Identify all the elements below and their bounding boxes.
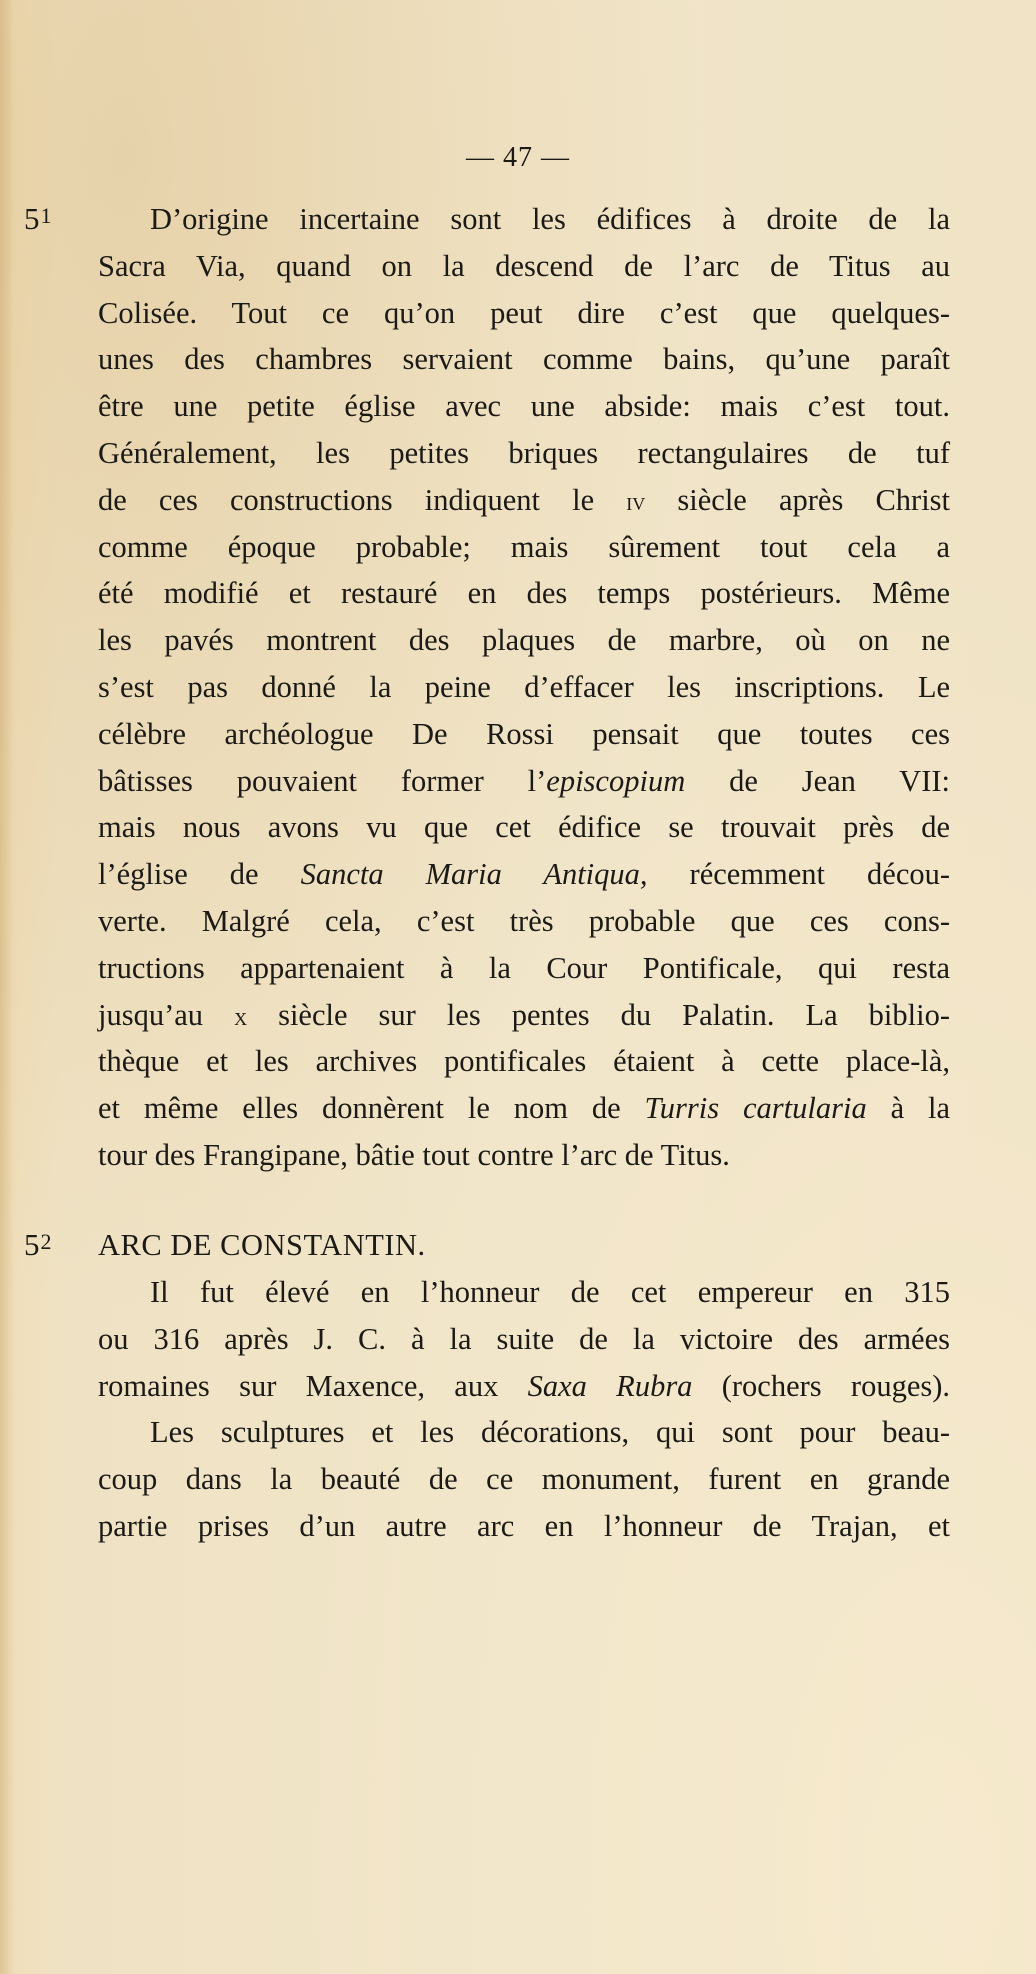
paragraph-number-52-main: 5 bbox=[24, 1227, 40, 1262]
text-line: tructions appartenaient à la Cour Pontificale, qui resta bbox=[98, 950, 950, 985]
paragraph-number-51-main: 5 bbox=[24, 201, 40, 236]
section-52-heading: ARC DE CONSTANTIN. bbox=[98, 1228, 426, 1262]
italic-sancta-maria-antiqua: Sancta Maria Antiqua, bbox=[300, 857, 648, 892]
section-52-body bbox=[98, 1269, 950, 1550]
text-line: coup dans la beauté de ce monument, furent en grande bbox=[98, 1462, 950, 1497]
text-line: D’origine incertaine sont les édifices à droite de la bbox=[150, 202, 950, 236]
text-segment: (rochers rouges). bbox=[721, 1368, 951, 1403]
text-line: comme époque probable; mais sûrement tout cela a bbox=[98, 529, 950, 564]
text-line: tour des Frangipane, bâtie tout contre l’arc de Titus. bbox=[98, 1137, 730, 1172]
italic-episcopium: episcopium bbox=[546, 763, 686, 798]
paragraph-number-51-sub: 1 bbox=[40, 203, 52, 228]
text-line: célèbre archéologue De Rossi pensait que toutes ces bbox=[98, 716, 950, 751]
section-51-body bbox=[98, 196, 950, 1179]
paragraph-number-51 bbox=[24, 196, 52, 246]
century-x: x bbox=[234, 1001, 248, 1031]
text-line: unes des chambres servaient comme bains, qu’une paraît bbox=[98, 342, 950, 377]
century-iv: iv bbox=[626, 486, 646, 516]
text-line bbox=[98, 477, 950, 524]
text-line: les pavés montrent des plaques de marbre, où on ne bbox=[98, 623, 950, 658]
text-segment: siècle sur les pentes du Palatin. La biblio- bbox=[278, 997, 950, 1032]
text-segment: et même elles donnèrent le nom de bbox=[98, 1091, 621, 1126]
text-line bbox=[98, 992, 950, 1039]
text-line: ou 316 après J. C. à la suite de la victoire des armées bbox=[98, 1321, 950, 1356]
text-segment: siècle après Christ bbox=[677, 482, 951, 517]
text-segment: romaines sur Maxence, aux bbox=[98, 1368, 499, 1403]
text-line: être une petite église avec une abside: mais c’est tout. bbox=[98, 389, 950, 424]
page-edge-shadow bbox=[0, 0, 14, 1974]
text-line bbox=[98, 758, 950, 805]
text-line: Il fut élevé en l’honneur de cet empereur en 315 bbox=[150, 1275, 950, 1309]
text-line: Généralement, les petites briques rectangulaires de tuf bbox=[98, 435, 950, 470]
paragraph-number-52 bbox=[24, 1222, 52, 1272]
text-segment: l’église de bbox=[98, 857, 259, 892]
text-line: Sacra Via, quand on la descend de l’arc de Titus au bbox=[98, 248, 950, 283]
text-segment: récemment décou- bbox=[689, 857, 951, 892]
text-line: mais nous avons vu que cet édifice se trouvait près de bbox=[98, 810, 950, 845]
text-segment: jusqu’au bbox=[98, 997, 204, 1032]
text-line: Colisée. Tout ce qu’on peut dire c’est que quelques- bbox=[98, 295, 950, 330]
text-line: verte. Malgré cela, c’est très probable que ces cons- bbox=[98, 903, 950, 938]
italic-saxa-rubra: Saxa Rubra bbox=[527, 1368, 693, 1403]
text-line bbox=[98, 1085, 950, 1132]
text-line: Les sculptures et les décorations, qui sont pour beau- bbox=[150, 1415, 950, 1450]
paragraph-number-52-sub: 2 bbox=[40, 1229, 52, 1254]
text-segment: de Jean VII: bbox=[729, 763, 950, 798]
page-number: — 47 — bbox=[466, 142, 570, 173]
text-segment: de ces constructions indiquent le bbox=[98, 482, 595, 517]
text-line: s’est pas donné la peine d’effacer les inscriptions. Le bbox=[98, 669, 950, 704]
text-line: thèque et les archives pontificales étaient à cette place-là, bbox=[98, 1044, 950, 1079]
text-line bbox=[98, 851, 950, 898]
text-segment: à la bbox=[890, 1091, 950, 1126]
text-segment: bâtisses pouvaient former l’ bbox=[98, 763, 547, 798]
italic-turris-cartularia: Turris cartularia bbox=[644, 1091, 867, 1126]
text-line: été modifié et restauré en des temps postérieurs. Même bbox=[98, 576, 950, 611]
text-line: partie prises d’un autre arc en l’honneur de Trajan, et bbox=[98, 1508, 950, 1543]
text-line bbox=[98, 1363, 950, 1410]
